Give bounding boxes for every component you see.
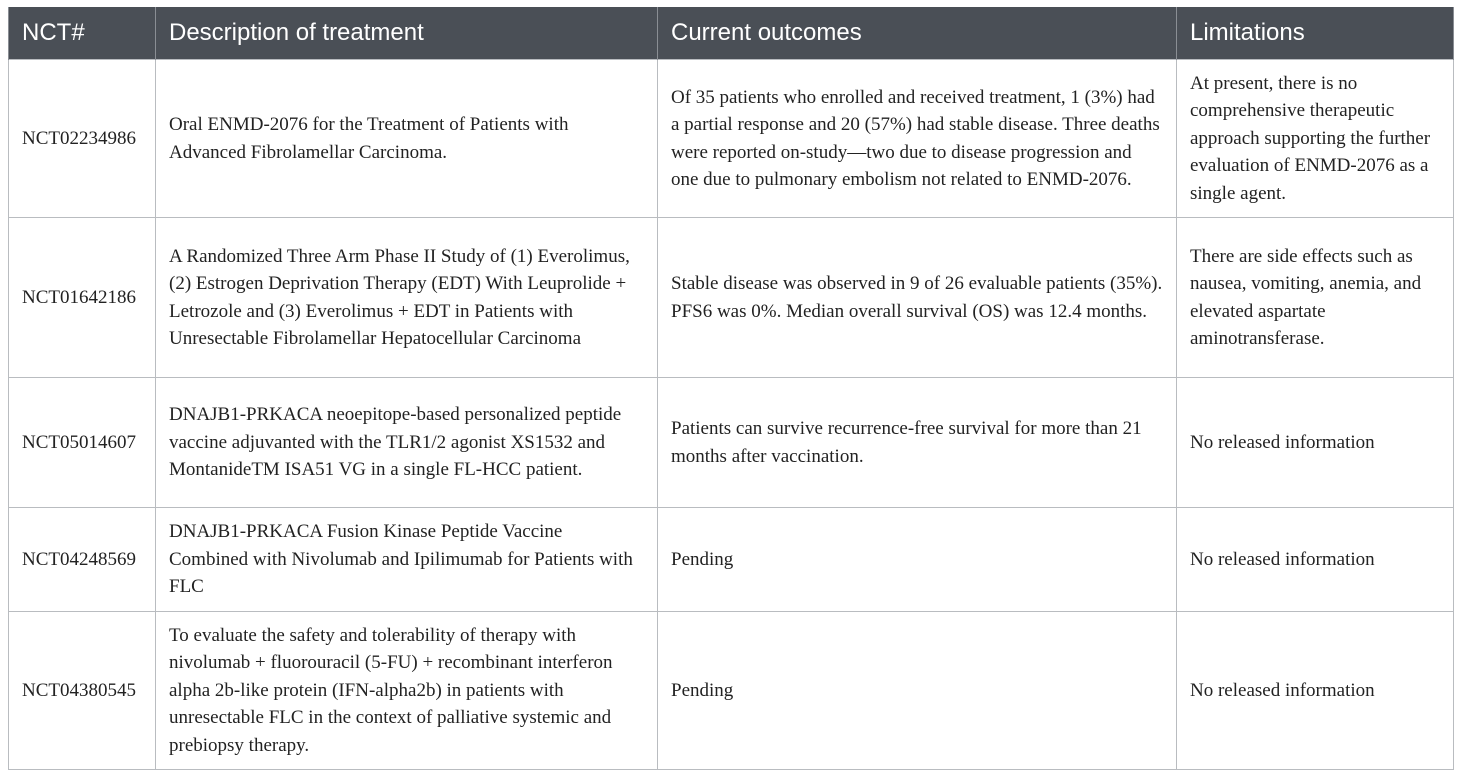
table-row [9,612,1454,770]
cell-outcomes: Stable disease was observed in 9 of 26 evaluable patients (35%). PFS6 was 0%. Median overall survival (OS) was 12.4 months. [658,218,1177,378]
table-row [9,508,1454,612]
cell-limitations: No released information [1177,612,1454,770]
cell-nct: NCT04380545 [9,612,156,770]
cell-description: Oral ENMD-2076 for the Treatment of Patients with Advanced Fibrolamellar Carcinoma. [156,60,658,218]
cell-description: DNAJB1-PRKACA Fusion Kinase Peptide Vaccine Combined with Nivolumab and Ipilimumab for Patients with FLC [156,508,658,612]
header-nct: NCT# [9,7,156,60]
table-row [9,218,1454,378]
cell-nct: NCT05014607 [9,378,156,508]
header-outcomes: Current outcomes [658,7,1177,60]
table-row [9,60,1454,218]
cell-outcomes: Of 35 patients who enrolled and received treatment, 1 (3%) had a partial response and 20 (57%) had stable disease. Three deaths were reported on-study—two due to disease progression and one due to pulmonary embolism not related to ENMD-2076. [658,60,1177,218]
cell-limitations: At present, there is no comprehensive therapeutic approach supporting the further evaluation of ENMD-2076 as a single agent. [1177,60,1454,218]
cell-outcomes: Pending [658,508,1177,612]
header-description: Description of treatment [156,7,658,60]
table-row [9,378,1454,508]
clinical-trials-table-container [8,7,1453,770]
cell-nct: NCT02234986 [9,60,156,218]
cell-outcomes: Pending [658,612,1177,770]
cell-description: A Randomized Three Arm Phase II Study of (1) Everolimus, (2) Estrogen Deprivation Therapy (EDT) With Leuprolide + Letrozole and (3) Everolimus + EDT in Patients with Unresectable Fibrolamellar Hepatocellular Carcinoma [156,218,658,378]
cell-limitations: No released information [1177,508,1454,612]
cell-outcomes: Patients can survive recurrence-free survival for more than 21 months after vaccination. [658,378,1177,508]
cell-nct: NCT04248569 [9,508,156,612]
cell-limitations: No released information [1177,378,1454,508]
clinical-trials-table [8,7,1454,770]
header-limitations: Limitations [1177,7,1454,60]
cell-description: DNAJB1-PRKACA neoepitope-based personalized peptide vaccine adjuvanted with the TLR1/2 agonist XS1532 and MontanideTM ISA51 VG in a single FL-HCC patient. [156,378,658,508]
table-header-row [9,7,1454,60]
cell-description: To evaluate the safety and tolerability of therapy with nivolumab + fluorouracil (5-FU) + recombinant interferon alpha 2b-like protein (IFN-alpha2b) in patients with unresectable FLC in the context of palliative systemic and prebiopsy therapy. [156,612,658,770]
cell-limitations: There are side effects such as nausea, vomiting, anemia, and elevated aspartate aminotransferase. [1177,218,1454,378]
cell-nct: NCT01642186 [9,218,156,378]
